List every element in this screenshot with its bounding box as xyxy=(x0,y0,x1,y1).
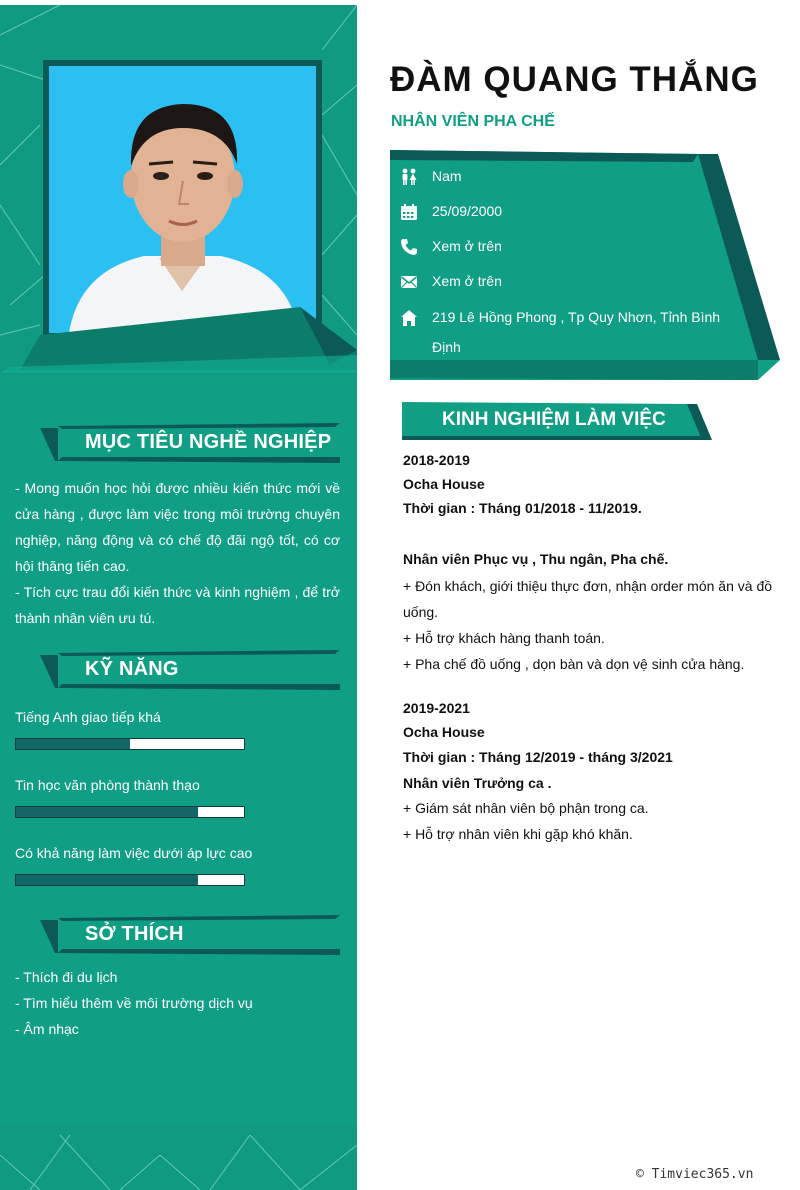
info-email-text: Xem ở trên xyxy=(432,273,502,289)
experience-company: Ocha House xyxy=(403,724,485,740)
objective-text xyxy=(15,475,340,631)
experience-time: Thời gian : Tháng 12/2019 - tháng 3/2021 xyxy=(403,749,673,765)
skill-item xyxy=(15,777,345,793)
skill-bar xyxy=(15,874,245,886)
skill-name: Tiếng Anh giao tiếp khá xyxy=(15,709,161,725)
experience-banner xyxy=(402,402,712,442)
experience-duty: + Hỗ trợ khách hàng thanh toán. xyxy=(403,630,605,646)
objective-title: MỤC TIÊU NGHỀ NGHIỆP xyxy=(85,431,332,453)
skills-title: KỸ NĂNG xyxy=(85,658,179,680)
skill-bar xyxy=(15,738,245,750)
home-icon xyxy=(400,309,418,327)
hobbies-list xyxy=(15,964,345,1042)
gender-icon xyxy=(400,168,418,186)
experience-company: Ocha House xyxy=(403,476,485,492)
skill-item xyxy=(15,845,345,861)
skill-bar-fill xyxy=(16,875,198,885)
experience-duty: + Hỗ trợ nhân viên khi gặp khó khăn. xyxy=(403,826,633,842)
info-gender-text: Nam xyxy=(432,168,462,184)
phone-icon xyxy=(400,238,418,256)
experience-entry xyxy=(403,448,778,677)
experience-duty: + Giám sát nhân viên bộ phận trong ca. xyxy=(403,800,649,816)
experience-time: Thời gian : Tháng 01/2018 - 11/2019. xyxy=(403,500,642,516)
experience-role: Nhân viên Phục vụ , Thu ngân, Pha chế. xyxy=(403,551,669,567)
candidate-name: ĐÀM QUANG THẮNG xyxy=(390,60,759,99)
skill-item xyxy=(15,709,345,725)
objective-line: - Tích cực trau đổi kiến thức và kinh nghiệm , để trở thành nhân viên ưu tú. xyxy=(15,584,340,626)
experience-entry xyxy=(403,696,778,847)
email-icon xyxy=(400,273,418,291)
photo-shelf-decoration xyxy=(0,295,357,385)
experience-role: Nhân viên Trưởng ca . xyxy=(403,775,552,791)
personal-info-box xyxy=(388,150,780,382)
hobby-item: - Tìm hiểu thêm về môi trường dịch vụ xyxy=(15,995,253,1011)
experience-period: 2019-2021 xyxy=(403,700,470,716)
left-sidebar xyxy=(0,5,357,1190)
skill-name: Tin học văn phòng thành thạo xyxy=(15,777,200,793)
info-address-text: 219 Lê Hồng Phong , Tp Quy Nhơn, Tỉnh Bình Định xyxy=(432,309,721,355)
hobby-item: - Thích đi du lịch xyxy=(15,969,118,985)
experience-duty: + Pha chế đồ uống , dọn bàn và dọn vệ sinh cửa hàng. xyxy=(403,656,745,672)
experience-title: KINH NGHIỆM LÀM VIỆC xyxy=(442,409,666,430)
info-birthday-text: 25/09/2000 xyxy=(432,203,503,219)
skill-bar-fill xyxy=(16,807,198,817)
candidate-job-title: NHÂN VIÊN PHA CHẾ xyxy=(391,113,555,130)
hobby-item: - Âm nhạc xyxy=(15,1021,79,1037)
skill-bar-fill xyxy=(16,739,130,749)
skill-name: Có khả năng làm việc dưới áp lực cao xyxy=(15,845,253,861)
experience-period: 2018-2019 xyxy=(403,452,470,468)
hobbies-banner xyxy=(40,915,340,955)
info-phone-text: Xem ở trên xyxy=(432,238,502,254)
skill-bar xyxy=(15,806,245,818)
footer-credit: © Timviec365.vn xyxy=(636,1167,754,1182)
hobbies-title: SỞ THÍCH xyxy=(85,923,184,945)
objective-banner xyxy=(40,423,340,463)
skills-banner xyxy=(40,650,340,690)
profile-photo xyxy=(49,66,316,333)
experience-duty: + Đón khách, giới thiệu thực đơn, nhận order món ăn và đồ uống. xyxy=(403,578,773,620)
objective-line: - Mong muốn học hỏi được nhiều kiến thức mới về cửa hàng , được làm việc trong môi trường chuyên nghiệp, năng động và có chế độ đãi ngộ tốt, có cơ hội thăng tiến cao. xyxy=(15,480,340,574)
calendar-icon xyxy=(400,203,418,221)
